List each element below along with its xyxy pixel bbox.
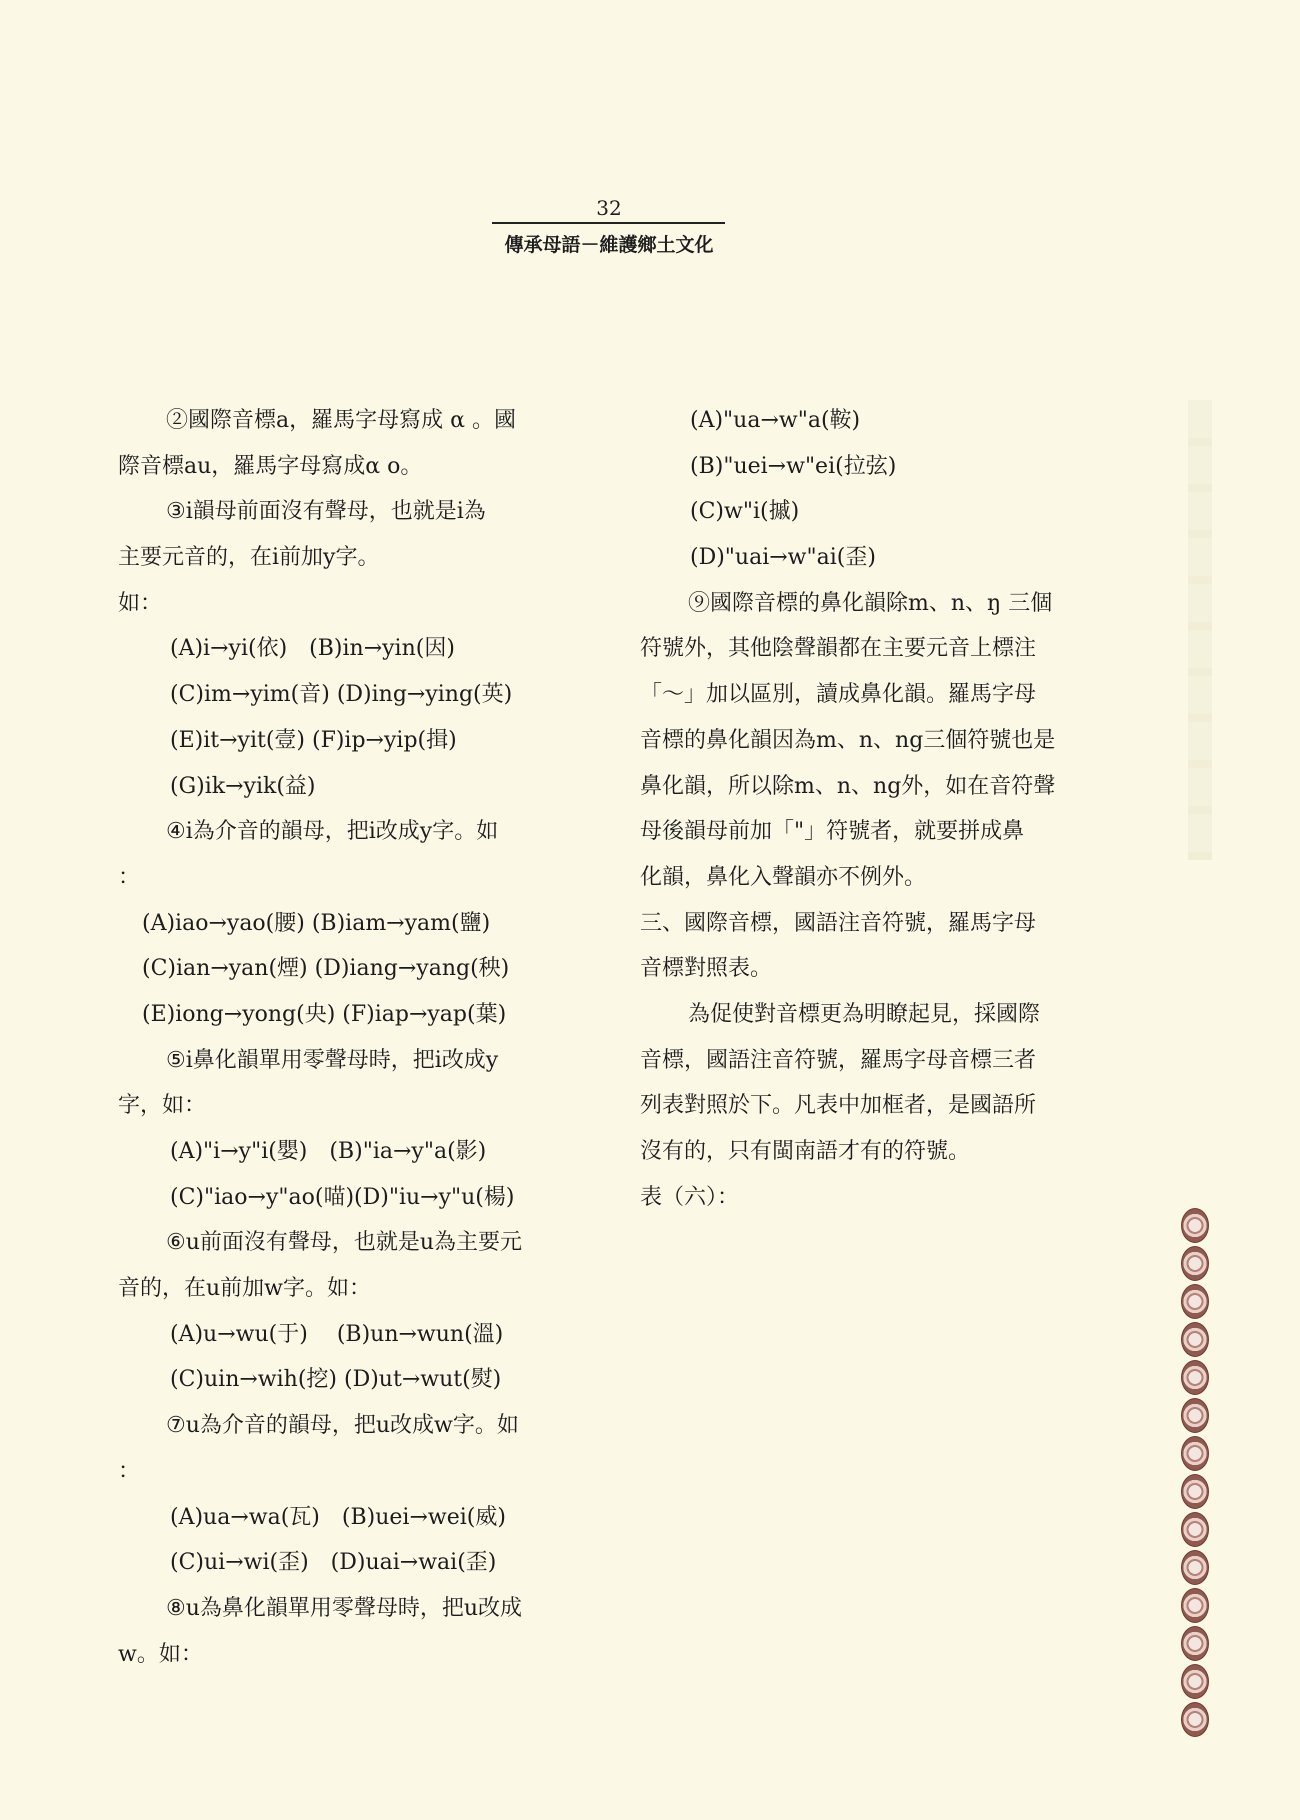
- left-column-line: 主要元音的，在i前加y字。: [118, 545, 380, 571]
- right-column-line: 音標，國語注音符號，羅馬字母音標三者: [640, 1047, 1037, 1073]
- ornament-bead: [1181, 1550, 1209, 1585]
- left-column-line: ⑦u為介音的韻母，把u改成w字。如: [166, 1413, 519, 1439]
- left-column-line: w。如：: [118, 1641, 203, 1667]
- right-column-line: (A)"ua→w"a(鞍): [690, 408, 861, 433]
- right-column-line: (C)w"i(摵): [690, 499, 800, 525]
- right-column-line: (B)"uei→w"ei(拉弦): [690, 453, 897, 479]
- left-column-line: (E)it→yit(壹) (F)ip→yip(揖): [170, 727, 457, 753]
- left-column-line: 如：: [118, 590, 163, 616]
- left-column-line: (A)i→yi(依) (B)in→yin(因): [170, 636, 455, 662]
- left-column-line: ：: [118, 864, 141, 890]
- left-column-line: ⑥u前面沒有聲母，也就是u為主要元: [166, 1230, 523, 1256]
- left-column-line: (E)iong→yong(央) (F)iap→yap(葉): [142, 1001, 507, 1027]
- page-number: 32: [596, 196, 622, 220]
- ornament-bead: [1181, 1512, 1209, 1547]
- right-column-line: 三、國際音標，國語注音符號，羅馬字母: [640, 910, 1037, 936]
- header-rule: [492, 222, 725, 224]
- left-column-line: (A)"i→y"i(嬰) (B)"ia→y"a(影): [170, 1139, 487, 1164]
- right-column-line: 符號外，其他陰聲韻都在主要元音上標注: [640, 636, 1037, 662]
- left-column-line: (C)"iao→y"ao(喵)(D)"iu→y"u(楊): [170, 1184, 515, 1210]
- left-column-line: (A)ua→wa(瓦) (B)uei→wei(威): [170, 1504, 506, 1530]
- right-column-line: 母後韻母前加「"」符號者，就要拼成鼻: [640, 819, 1025, 845]
- ornament-bead: [1181, 1208, 1209, 1243]
- left-column-line: ⑧u為鼻化韻單用零聲母時，把u改成: [166, 1595, 523, 1621]
- left-column: [118, 398, 563, 1677]
- left-column-line: (A)u→wu(于) (B)un→wun(溫): [170, 1321, 504, 1347]
- left-column-line: 際音標au，羅馬字母寫成α o。: [118, 453, 423, 479]
- ornament-bead: [1181, 1398, 1209, 1433]
- left-column-line: 音的，在u前加w字。如：: [118, 1276, 372, 1302]
- ornament-bead: [1181, 1436, 1209, 1471]
- left-column-line: (C)ui→wi(歪) (D)uai→wai(歪): [170, 1550, 497, 1576]
- ornament-bead: [1181, 1474, 1209, 1509]
- right-column-line: 化韻，鼻化入聲韻亦不例外。: [640, 864, 927, 890]
- ornament-bead: [1181, 1626, 1209, 1661]
- left-column-line: (C)ian→yan(煙) (D)iang→yang(秧): [142, 956, 510, 982]
- left-column-line: ④i為介音的韻母，把i改成y字。如: [166, 819, 499, 845]
- left-column-line: (A)iao→yao(腰) (B)iam→yam(鹽): [142, 910, 491, 936]
- left-column-line: (C)uin→wih(挖) (D)ut→wut(熨): [170, 1367, 502, 1393]
- right-column-line: 音標的鼻化韻因為m、n、ng三個符號也是: [640, 727, 1056, 753]
- right-column-line: 「～」加以區別，讀成鼻化韻。羅馬字母: [640, 682, 1037, 708]
- left-column-line: ：: [118, 1458, 141, 1484]
- margin-bleed-through: [1188, 400, 1212, 860]
- right-column-line: (D)"uai→w"ai(歪): [690, 545, 876, 571]
- ornament-bead: [1181, 1702, 1209, 1737]
- right-column-line: 音標對照表。: [640, 956, 773, 982]
- right-column-line: 列表對照於下。凡表中加框者，是國語所: [640, 1093, 1037, 1119]
- ornament-bead: [1181, 1588, 1209, 1623]
- left-column-line: ③i韻母前面沒有聲母，也就是i為: [166, 499, 486, 525]
- ornament-bead: [1181, 1246, 1209, 1281]
- left-column-line: (G)ik→yik(益): [170, 773, 316, 799]
- right-column: [640, 398, 1082, 1220]
- decorative-border-ornament: [1180, 1208, 1210, 1737]
- right-column-line: 鼻化韻，所以除m、n、ng外，如在音符聲: [640, 773, 1056, 799]
- ornament-bead: [1181, 1322, 1209, 1357]
- left-column-line: (C)im→yim(音) (D)ing→ying(英): [170, 682, 513, 708]
- left-column-line: 字，如：: [118, 1093, 207, 1119]
- ornament-bead: [1181, 1284, 1209, 1319]
- running-title: 傳承母語－維護鄉土文化: [504, 234, 714, 256]
- ornament-bead: [1181, 1664, 1209, 1699]
- right-column-line: 表（六）：: [640, 1184, 740, 1210]
- left-column-line: ⑤i鼻化韻單用零聲母時，把i改成y: [166, 1047, 499, 1073]
- ornament-bead: [1181, 1360, 1209, 1395]
- left-column-line: ②國際音標a，羅馬字母寫成 α 。國: [166, 408, 516, 433]
- right-column-line: ⑨國際音標的鼻化韻除m、n、ŋ 三個: [688, 590, 1053, 616]
- right-column-line: 沒有的，只有閩南語才有的符號。: [640, 1139, 971, 1164]
- right-column-line: 為促使對音標更為明瞭起見，採國際: [688, 1001, 1041, 1027]
